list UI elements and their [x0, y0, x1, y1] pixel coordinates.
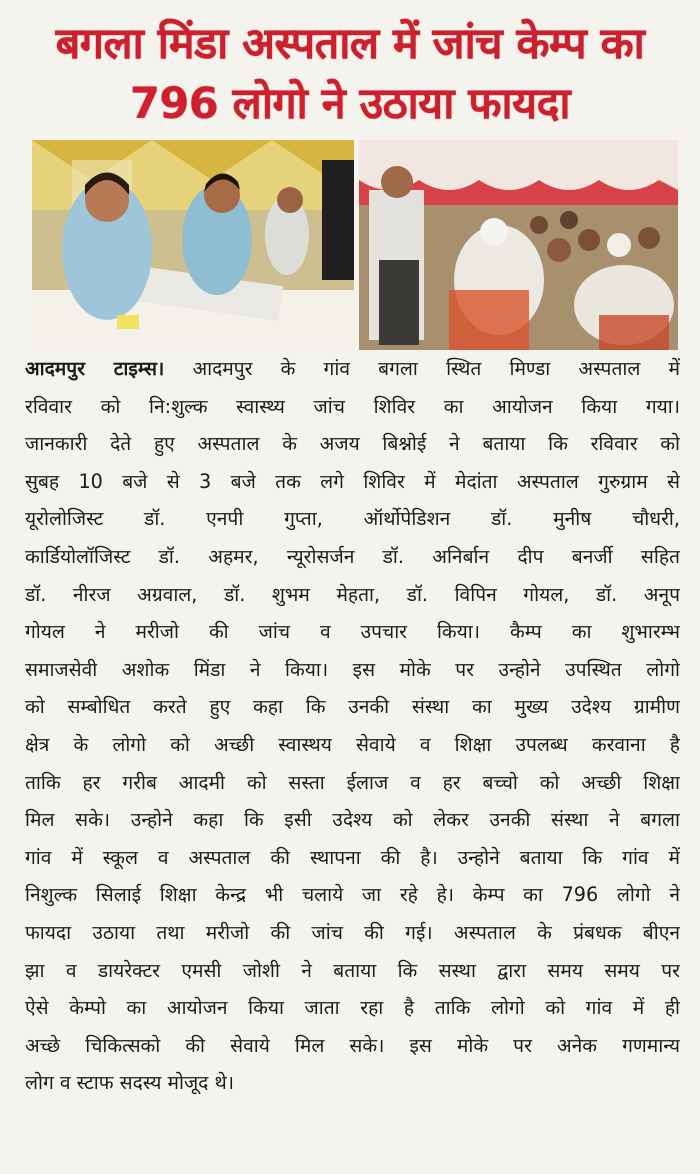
photo-camp-audience — [359, 140, 678, 350]
article-line-18: ऐसे केम्पो का आयोजन किया जाता रहा है ताकि लोगो को गांव में ही — [25, 996, 680, 1020]
article-line-13: मिल सके। उन्होने कहा कि इसी उदेश्य को लेकर उनकी संस्था ने बगला — [25, 808, 680, 832]
article-line-9: समाजसेवी अशोक मिंडा ने किया। इस मोके पर उन्होने उपस्थित लोगो — [25, 657, 680, 681]
article-line-1 — [25, 350, 680, 388]
article-line-16: फायदा उठाया तथा मरीजो की जांच की गई। अस्पताल के प्रंबधक बीएन — [25, 920, 680, 944]
article-body — [25, 350, 680, 1102]
headline — [10, 14, 690, 134]
headline-line-2: 796 लोगो ने उठाया फायदा — [129, 79, 571, 129]
headline-line-1: बगला मिंडा अस्पताल में जांच केम्प का — [55, 19, 645, 69]
article-line-3: जानकारी देते हुए अस्पताल के अजय बिश्नोई ने बताया कि रविवार को — [25, 432, 680, 456]
registration-desk-image — [32, 140, 354, 350]
dateline: आदमपुर टाइम्स। — [25, 357, 165, 380]
article-line-20: लोग व स्टाफ सदस्य मोजूद थे। — [25, 1071, 234, 1095]
photo-health-checkup-registration — [32, 140, 354, 350]
article-line-7: डॉ. नीरज अग्रवाल, डॉ. शुभम मेहता, डॉ. विपिन गोयल, डॉ. अनूप — [25, 582, 680, 606]
article-line-6: कार्डियोलॉजिस्ट डॉ. अहमर, न्यूरोसर्जन डॉ. अनिर्बान दीप बनर्जी सहित — [25, 544, 680, 568]
article-line-8: गोयल ने मरीजो की जांच व उपचार किया। कैम्प का शुभारम्भ — [25, 620, 680, 644]
article-line-19: अच्छे चिकित्सको की सेवाये मिल सके। इस मोके पर अनेक गणमान्य — [25, 1033, 680, 1057]
photo-strip — [32, 140, 678, 350]
article-line-15: निशुल्क सिलाई शिक्षा केन्द्र भी चलाये जा रहे हे। केम्प का 796 लोगो ने — [25, 883, 680, 907]
article-line-text: आदमपुर के गांव बगला स्थित मिण्डा अस्पताल में — [192, 357, 680, 380]
article-line-14: गांव में स्कूल व अस्पताल की स्थापना की है। उन्होने बताया कि गांव में — [25, 845, 680, 869]
article-line-10: को सम्बोधित करते हुए कहा कि उनकी संस्था का मुख्य उदेश्य ग्रामीण — [25, 695, 680, 719]
article-line-17: झा व डायरेक्टर एमसी जोशी ने बताया कि सस्था द्वारा समय समय पर — [25, 958, 680, 982]
article-line-11: क्षेत्र के लोगो को अच्छी स्वास्थय सेवाये व शिक्षा उपलब्ध करवाना है — [25, 732, 680, 756]
audience-image — [359, 140, 678, 350]
article-line-12: ताकि हर गरीब आदमी को सस्ता ईलाज व हर बच्चो को अच्छी शिक्षा — [25, 770, 680, 794]
article-line-2: रविवार को नि:शुल्क स्वास्थ्य जांच शिविर का आयोजन किया गया। — [25, 394, 680, 418]
article-line-5: यूरोलोजिस्ट डॉ. एनपी गुप्ता, ऑर्थोपेडिशन डॉ. मुनीष चौधरी, — [25, 507, 680, 531]
article-line-4: सुबह 10 बजे से 3 बजे तक लगे शिविर में मेदांता अस्पताल गुरुग्राम से — [25, 469, 680, 493]
